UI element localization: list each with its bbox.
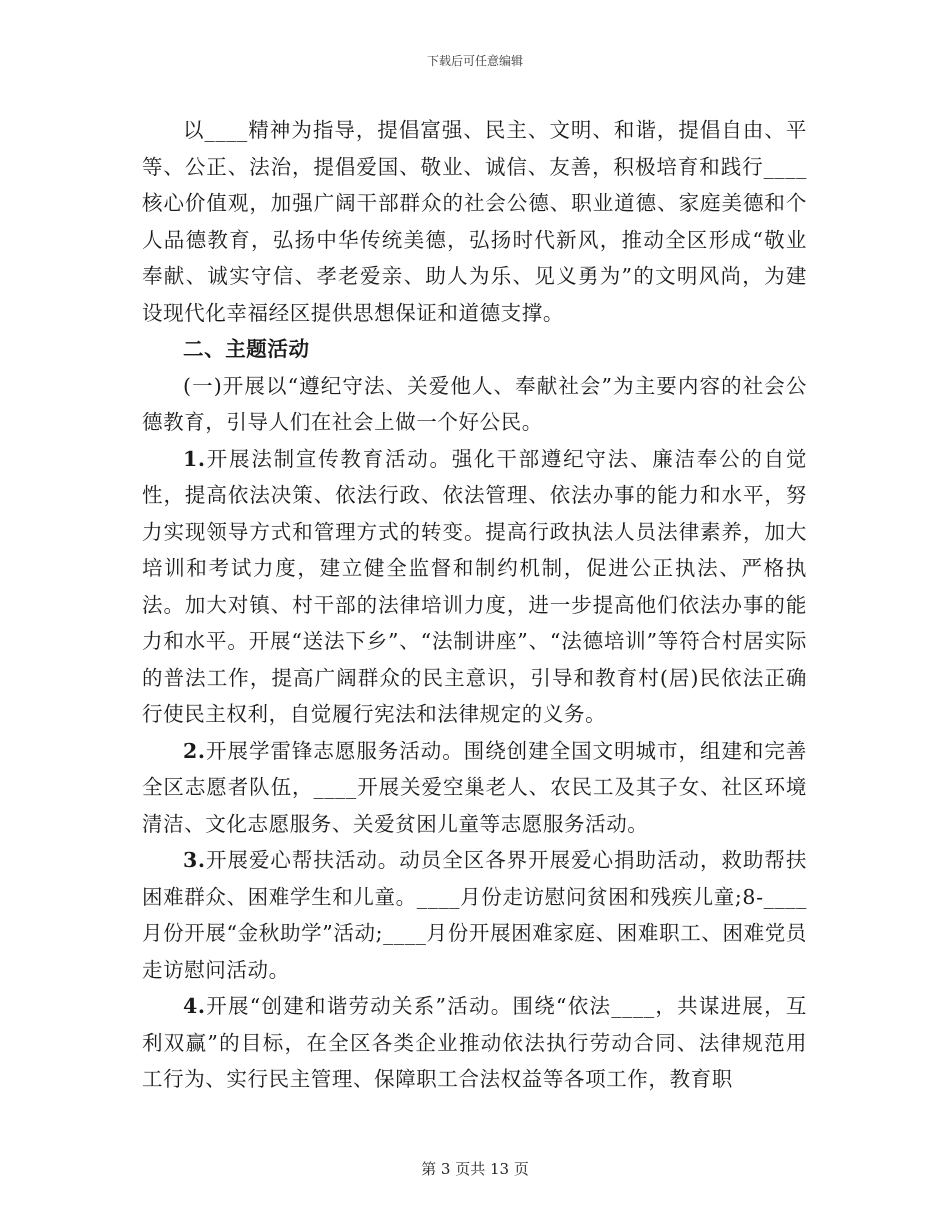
paragraph-intro: 以____精神为指导，提倡富强、民主、文明、和谐，提倡自由、平等、公正、法治，提倡爱国、敬业、诚信、友善，积极培育和践行____核心价值观，加强广阔干部群众的社会公德、职业道德、家庭美德和个人品德教育，弘扬中华传统美德，弘扬时代新风，推动全区形成“敬业奉献、诚实守信、孝老爱亲、助人为乐、见义勇为”的文明风尚，为建设现代化幸福经区提供思想保证和道德支撑。 (142, 118, 807, 325)
item-number: 2. (183, 738, 206, 763)
item-text: 开展“创建和谐劳动关系”活动。围绕“依法____，共谋进展，互利双赢”的目标，在全区各类企业推动依法执行劳动合同、法律规范用工行为、实行民主管理、保障职工合法权益等各项工作，教育职 (142, 994, 807, 1091)
section-heading: 二、主题活动 (183, 337, 310, 361)
page-footer: 第 3 页共 13 页 (421, 1160, 529, 1178)
item-number: 1. (183, 446, 206, 471)
paragraph-item-3 (142, 842, 807, 988)
paragraph-item-1 (142, 441, 807, 733)
item-text: 开展法制宣传教育活动。强化干部遵纪守法、廉洁奉公的自觉性，提高依法决策、依法行政、依法管理、依法办事的能力和水平，努力实现领导方式和管理方式的转变。提高行政执法人员法律素养，加大培训和考试力度，建立健全监督和制约机制，促进公正执法、严格执法。加大对镇、村干部的法律培训力度，进一步提高他们依法办事的能力和水平。开展“送法下乡”、“法制讲座”、“法德培训”等符合村居实际的普法工作，提高广阔群众的民主意识，引导和教育村(居)民依法正确行使民主权利，自觉履行宪法和法律规定的义务。 (142, 446, 807, 726)
paragraph-subsection-1: (一)开展以“遵纪守法、关爱他人、奉献社会”为主要内容的社会公德教育，引导人们在社会上做一个好公民。 (142, 373, 807, 434)
paragraph-item-4 (142, 988, 807, 1098)
page-header: 下载后可任意编辑 (426, 54, 523, 68)
item-number: 3. (183, 848, 206, 872)
item-text: 开展爱心帮扶活动。动员全区各界开展爱心捐助活动，救助帮扶困难群众、困难学生和儿童。____月份走访慰问贫困和残疾儿童;8-____月份开展“金秋助学”活动;____月份开展困难家庭、困难职工、困难党员走访慰问活动。 (142, 848, 807, 982)
paragraph-item-2 (142, 733, 807, 843)
document-body (142, 112, 807, 1098)
item-text: 开展学雷锋志愿服务活动。围绕创建全国文明城市，组建和完善全区志愿者队伍，____开展关爱空巢老人、农民工及其子女、社区环境清洁、文化志愿服务、关爱贫困儿童等志愿服务活动。 (142, 738, 807, 836)
item-number: 4. (183, 994, 206, 1018)
